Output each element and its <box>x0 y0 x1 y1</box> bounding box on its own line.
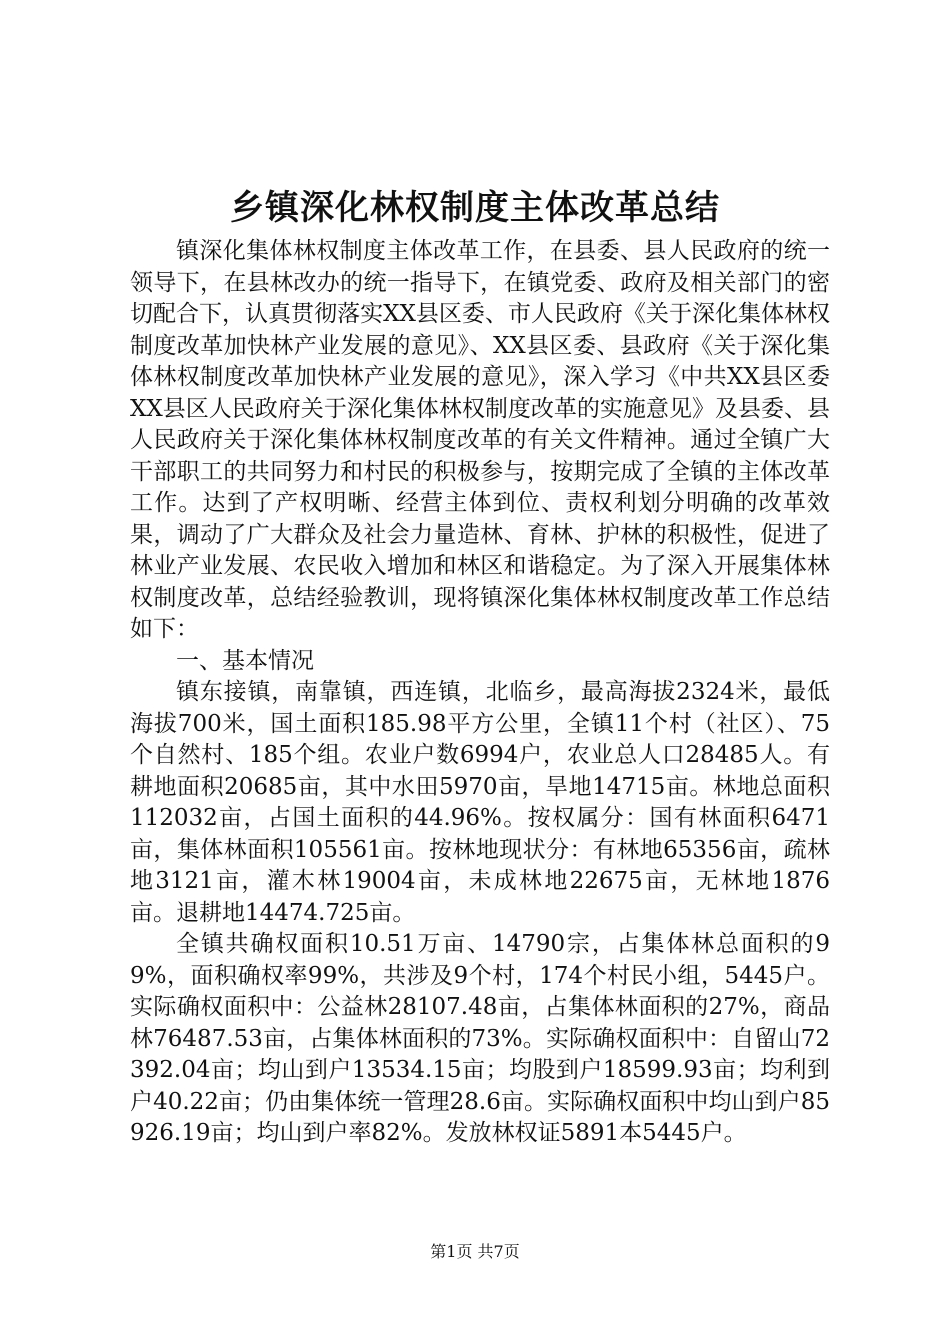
intro-paragraph: 镇深化集体林权制度主体改革工作，在县委、县人民政府的统一领导下，在县林改办的统一指导下，在镇党委、政府及相关部门的密切配合下，认真贯彻落实XX县区委、市人民政府《关于深化集体林权制度改革加快林产业发展的意见》、XX县区委、县政府《关于深化集体林权制度改革加快林产业发展的意见》，深入学习《中共XX县区委XX县区人民政府关于深化集体林权制度改革的实施意见》及县委、县人民政府关于深化集体林权制度改革的有关文件精神。通过全镇广大干部职工的共同努力和村民的积极参与，按期完成了全镇的主体改革工作。达到了产权明晰、经营主体到位、责权利划分明确的改革效果，调动了广大群众及社会力量造林、育林、护林的积极性，促进了林业产业发展、农民收入增加和林区和谐稳定。为了深入开展集体林权制度改革，总结经验教训，现将镇深化集体林权制度改革工作总结如下： <box>130 238 830 642</box>
rights-confirmation-paragraph: 全镇共确权面积10.51万亩、14790宗，占集体林总面积的99%，面积确权率99%，共涉及9个村，174个村民小组，5445户。实际确权面积中：公益林28107.48亩，占集体林面积的27%，商品林76487.53亩，占集体林面积的73%。实际确权面积中：自留山72392.04亩；均山到户13534.15亩；均股到户18599.93亩；均利到户40.22亩；仍由集体统一管理28.6亩。实际确权面积中均山到户85926.19亩；均山到户率82%。发放林权证5891本5445户。 <box>130 931 830 1146</box>
document-body <box>130 236 830 1150</box>
document-title: 乡镇深化林权制度主体改革总结 <box>230 188 720 228</box>
section-heading: 一、基本情况 <box>176 647 314 674</box>
basic-info-paragraph: 镇东接镇，南靠镇，西连镇，北临乡，最高海拔2324米，最低海拔700米，国土面积185.98平方公里，全镇11个村（社区）、75个自然村、185个组。农业户数6994户，农业总人口28485人。有耕地面积20685亩，其中水田5970亩，旱地14715亩。林地总面积112032亩，占国土面积的44.96%。按权属分：国有林面积6471亩，集体林面积105561亩。按林地现状分：有林地65356亩，疏林地3121亩，灌木林19004亩，未成林地22675亩，无林地1876亩。退耕地14474.725亩。 <box>130 679 830 926</box>
page-number-footer: 第1页 共7页 <box>430 1242 520 1261</box>
